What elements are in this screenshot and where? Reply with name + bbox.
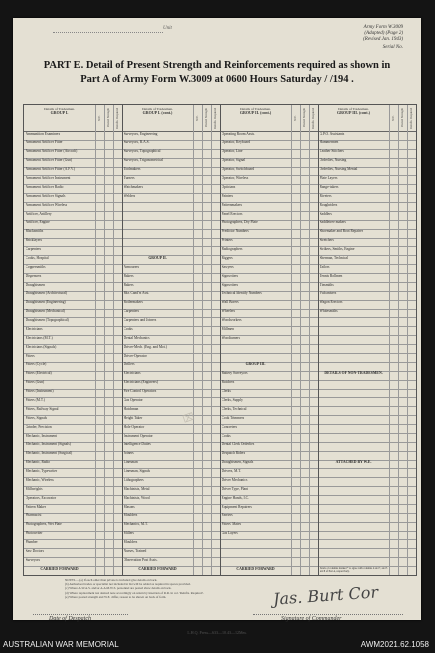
table-cell: Welders <box>123 193 136 198</box>
table-cell: Operating Room Assts. <box>221 131 255 136</box>
table-cell: Clerks, Technical <box>221 406 247 411</box>
table-cell: Stretchers <box>319 238 334 243</box>
column-header-group: GROUP II. (cont.) <box>239 110 272 115</box>
form-sheet <box>13 18 421 635</box>
table-cell: Fitters <box>25 353 35 358</box>
table-cell: Machinists, Wood <box>123 495 150 500</box>
table-cell: Surveyors <box>25 557 41 562</box>
table-cell: Armament Artificer Wireless <box>25 202 68 207</box>
table-cell: Artificer, Artillery <box>25 211 52 216</box>
table-cell: Draughtsmen, Signals <box>221 460 254 465</box>
strength-table <box>23 104 417 576</box>
table-cell: Dispensers <box>25 273 42 278</box>
table-cell: Toolmakers <box>123 167 141 172</box>
note-line: (b) Authorised trades or specialist not included in list will be added as required in spaces provided. <box>65 582 191 587</box>
column-header-group: GROUP III. (cont.) <box>337 110 370 115</box>
table-cell: Operator, Signal <box>221 158 246 163</box>
table-cell: Draughtsmen (Engineering) <box>25 300 66 305</box>
table-cell: Photographers, Wet Plate <box>25 522 62 527</box>
table-cell: Dental Clerk Orderlies <box>221 442 255 447</box>
sub-header: W.E. <box>195 115 199 121</box>
table-cell: Mechanic, Radio <box>25 460 51 465</box>
table-cell: Fitters' Mates <box>221 522 242 527</box>
sub-header: Reinfts. Required <box>311 107 315 129</box>
table-cell: Woodworkers <box>221 318 242 323</box>
sub-header: Reinfts. Required <box>409 107 413 129</box>
signature-line <box>253 614 403 615</box>
table-cell: Range-takers <box>319 184 339 189</box>
table-cell: Instrument Operator <box>123 433 153 438</box>
data-column-line <box>95 105 96 575</box>
table-cell: Drillers <box>123 362 135 367</box>
table-cell: Butchers <box>221 380 235 385</box>
part-title-line-1: PART E. Detail of Present Strength and Reinforcements required as shown in <box>43 60 391 71</box>
table-cell: Hammermen <box>319 140 339 145</box>
faint-stamp: ⌧ <box>181 411 197 426</box>
table-cell: Photographers, Dry Plate <box>221 220 258 225</box>
data-column-line <box>104 105 105 575</box>
note-line: (c) Where A.W.A.S. and/or A.A.M.W.S. personnel are posted show details on back. <box>65 586 172 591</box>
table-cell: Surveyors, Topographical <box>123 149 161 154</box>
column-header-title: Details of Tradesmen. <box>240 107 271 111</box>
table-cell: Millwrights <box>25 486 43 491</box>
sub-header: Reinfts. Required <box>115 107 119 129</box>
table-cell: Electricians (Signals) <box>25 344 57 349</box>
table-cell: Height Taker <box>123 415 143 420</box>
table-cell: Joiners <box>123 451 134 456</box>
table-cell: Draughtsmen (Topographical) <box>25 318 69 323</box>
table-cell: Mechanic, Instrument (Surgical) <box>25 451 73 456</box>
table-cell: Bakers <box>123 282 134 287</box>
table-cell: Saddletree makers <box>319 220 346 225</box>
table-cell: Linesman <box>123 460 138 465</box>
table-cell: Intelligence Duties <box>123 442 151 447</box>
table-cell: Armament Artificer Fitter <box>25 140 63 145</box>
table-cell: Wagon Erectors <box>319 300 343 305</box>
table-cell: Totals of columns marked * to agree with columns 4 and 7, and 5 and 8 of Part A, respectively. <box>319 566 388 573</box>
table-cell: Saddlers <box>319 211 332 216</box>
table-cell: Fire Control Operators <box>123 389 157 394</box>
table-cell: Drivers, M.T. <box>221 469 241 474</box>
table-cell: Hatchman <box>123 406 139 411</box>
table-cell: Vulcanisers <box>319 291 337 296</box>
table-cell: Mechanic, Wireless <box>25 477 54 482</box>
table-cell: Sherman, Technical <box>319 255 348 260</box>
table-cell: Armament Artificer Radio <box>25 184 64 189</box>
data-column-line <box>309 105 310 575</box>
sub-header: W.E. <box>391 115 395 121</box>
signature-scrawl: Jas. Burt Cor <box>272 582 379 609</box>
data-column-line <box>113 105 114 575</box>
table-cell: Driver-Mech. (Eng. and Mot.) <box>123 344 167 349</box>
table-cell: Technical Identify Numbers <box>221 291 262 296</box>
table-cell: Mechanic, Instrument <box>25 433 58 438</box>
table-cell: Surveyors, Trigonometrical <box>123 158 164 163</box>
table-cell: Gas Operator <box>123 398 143 402</box>
table-cell: Tailors <box>319 264 330 269</box>
column-header <box>123 107 192 115</box>
data-column-line <box>291 105 292 575</box>
table-cell: Fitters (Cycle) <box>25 362 47 367</box>
table-cell: Ammunition Examiners <box>25 131 61 136</box>
date-line <box>33 614 128 615</box>
table-cell: Carpenters <box>25 247 42 252</box>
date-of-despatch-label: Date of Despatch <box>49 616 91 622</box>
table-cell: Watchmakers <box>123 184 143 189</box>
sub-header: Posted Strength <box>302 108 306 128</box>
data-column-line <box>193 105 194 575</box>
table-cell: Clerks <box>221 389 231 394</box>
table-cell: Engine Hands, I.C. <box>221 495 249 500</box>
table-cell: Artificer, Engine <box>25 220 50 225</box>
table-cell: Electricians <box>25 326 43 331</box>
table-cell: Pharmacist <box>25 513 42 518</box>
table-cell: Painters <box>221 193 234 198</box>
table-cell: Linesman, Signals <box>123 469 151 474</box>
data-column-line <box>300 105 301 575</box>
table-cell: Concreters <box>221 424 238 429</box>
form-rev: (Revised Jan. 1943) <box>363 37 403 42</box>
table-cell: Photowriter <box>25 531 43 536</box>
table-cell: Operator, Keyboard <box>221 140 251 145</box>
table-cell: Draughtsmen <box>25 282 45 287</box>
table-cell: Plate Layers <box>319 176 338 180</box>
column-header-title: Details of Tradesmen. <box>44 107 75 111</box>
table-cell: Riveters <box>319 193 332 198</box>
data-column-line <box>407 105 408 575</box>
table-cell: GROUP III. <box>245 362 266 367</box>
table-cell: Operator, Switchboard <box>221 167 255 172</box>
column-header <box>25 107 94 115</box>
sub-header: Posted Strength <box>400 108 404 128</box>
table-cell: Observation Post Assts. <box>123 557 158 562</box>
table-cell: Mechanics, M.T. <box>123 522 148 527</box>
unit-label: Unit <box>163 26 172 31</box>
form-no: Army Form W.3009 <box>363 25 403 30</box>
column-header <box>319 107 388 115</box>
table-cell: Shoemaker and Boot Repairer <box>319 229 363 234</box>
table-cell: Orderlies, Nursing <box>319 158 347 163</box>
table-cell: Plumber <box>25 540 38 545</box>
sub-header: Reinfts. Required <box>213 107 217 129</box>
table-cell: Signwriters <box>221 273 239 278</box>
table-cell: Whitesmiths <box>319 309 338 314</box>
table-cell: Pattern Maker <box>25 504 46 509</box>
table-cell: Turners <box>123 176 135 180</box>
data-column-line <box>398 105 399 575</box>
table-cell: Nurses, Trained <box>123 548 147 553</box>
table-cell: Tinsmiths <box>319 282 334 287</box>
footer-accession: AWM2021.62.1058 <box>360 640 429 649</box>
table-cell: Roughriders <box>319 202 338 207</box>
serial-label: Serial No. <box>382 45 403 50</box>
column-header-group: GROUP I. <box>50 110 69 115</box>
table-cell: Farriers <box>221 513 233 518</box>
table-cell: Moulders <box>123 540 138 545</box>
table-cell: Signwriters <box>221 282 239 287</box>
data-column-line <box>389 105 390 575</box>
table-cell: Wall Borers <box>221 300 239 305</box>
form-number <box>363 25 403 43</box>
data-column-line <box>211 105 212 575</box>
table-cell: Draughtsmen (Architectural) <box>25 291 68 296</box>
table-cell: Fitters, Signals <box>25 415 48 420</box>
table-cell: Cook Trimmers <box>221 415 245 420</box>
table-cell: Fitters (Gun) <box>25 380 45 385</box>
form-sub: (Adapted) (Page 2) <box>364 31 403 36</box>
table-cell: Bkr. Cand'rs Asst. <box>123 291 150 296</box>
table-cell: Bakers <box>123 273 134 278</box>
table-cell: GROUP II. <box>148 255 167 260</box>
table-cell: CARRIED FORWARD <box>236 566 275 571</box>
table-cell: Leather Stitchers <box>319 149 344 154</box>
table-cell: Armourers <box>123 264 140 269</box>
table-cell: Operators, Excavator <box>25 495 57 500</box>
data-column-line <box>202 105 203 575</box>
table-cell: Masons <box>123 504 135 509</box>
table-cell: Bricklayers <box>25 238 43 243</box>
table-cell: Printers <box>221 238 233 243</box>
table-cell: Electricians (Engineers) <box>123 380 159 385</box>
table-cell: Operator, Wireless <box>221 176 249 180</box>
table-cell: Surveyors, Engineering <box>123 131 158 136</box>
table-cell: Armament Artificer Instrument <box>25 176 71 180</box>
table-cell: Electricians (M.T.) <box>25 335 53 340</box>
table-cell: Orderlies, Nursing Mental <box>319 167 358 172</box>
table-cell: Radiographers <box>221 247 243 252</box>
sub-header: W.E. <box>97 115 101 121</box>
table-cell: G.P.O. Assistants <box>319 131 345 136</box>
table-cell: Blacksmiths <box>25 229 44 234</box>
table-cell: Patternmakers <box>221 202 243 207</box>
table-cell: Gas Layers <box>221 531 238 536</box>
table-cell: Opticians <box>221 184 236 189</box>
table-cell: Predictor Numbers <box>221 229 249 234</box>
sub-header: Posted Strength <box>106 108 110 128</box>
table-cell: Driver-Operator <box>123 353 147 358</box>
table-cell: Woodturners <box>221 335 240 340</box>
table-cell: Cooks, Hospital <box>25 255 49 260</box>
table-cell: Coppersmiths <box>25 264 46 269</box>
table-cell: Lithographers <box>123 477 144 482</box>
table-cell: Saw Doctors <box>25 548 44 553</box>
table-cell: Fitters (Instrument) <box>25 389 54 394</box>
table-cell: CARRIED FORWARD <box>138 566 177 571</box>
table-cell: Millmen <box>221 326 234 331</box>
table-cell: Equipment Repairers <box>221 504 252 509</box>
form-header <box>13 18 421 108</box>
table-cell: ATTACHED BY W.E. <box>335 460 372 465</box>
table-cell: Strikers, Smiths, Engine <box>319 247 355 252</box>
table-cell: Cooks <box>221 433 231 438</box>
part-title-line-2: Part A of Army Form W.3009 at 0600 Hours Saturday / /194 . <box>80 74 354 85</box>
table-cell: CARRIED FORWARD <box>40 566 79 571</box>
table-cell: Despatch Riders <box>221 451 246 456</box>
unit-line <box>53 32 163 33</box>
sub-header: W.E. <box>293 115 297 121</box>
table-cell: Fitters (Electrical) <box>25 371 52 376</box>
table-cell: Boilermakers <box>123 300 143 305</box>
table-cell: Panel Erectors <box>221 211 243 216</box>
table-cell: Millers <box>123 531 134 536</box>
table-cell: Cooks <box>123 326 133 331</box>
table-cell: Armament Artificer Fitter (Aircraft) <box>25 149 78 154</box>
table-cell: Driver Type, Plant <box>221 486 249 491</box>
table-cell: DETAILS OF NON-TRADESMEN. <box>324 371 383 376</box>
table-cell: Carpenters and Joiners <box>123 318 157 323</box>
table-cell: Mechanic, Typewriter <box>25 469 58 474</box>
table-cell: Armament Artificer Fitter (A.F.V.) <box>25 167 76 172</box>
table-cell: Sawyers <box>221 264 234 269</box>
table-cell: Fitters (M.T.) <box>25 398 45 402</box>
column-header <box>221 107 290 115</box>
note-line: (e) Where posted strength and W.E. differ, reason to be shown on back of form. <box>65 594 167 599</box>
note-line: NOTES.—(a) If each other than private is included give details on back. <box>65 578 158 582</box>
table-cell: Surveyors, R.A.S. <box>123 140 150 145</box>
sub-header: Posted Strength <box>204 108 208 128</box>
column-header-title: Details of Tradesmen. <box>142 107 173 111</box>
table-cell: Electricians <box>123 371 141 376</box>
table-cell: Driver Mechanics <box>221 477 248 482</box>
signature-of-commander-label: Signature of Commander <box>281 616 342 622</box>
table-cell: Moulders <box>123 513 138 518</box>
footer-institution: AUSTRALIAN WAR MEMORIAL <box>3 640 119 649</box>
table-cell: Draughtsmen (Mechanical) <box>25 309 65 314</box>
table-cell: Operator, Line <box>221 149 243 154</box>
column-header-group: GROUP I. (cont.) <box>142 110 173 115</box>
table-cell: Armament Artificer Fitter (Gun) <box>25 158 73 163</box>
table-cell: Hole Operator <box>123 424 145 429</box>
table-cell: Battery Surveyors <box>221 371 248 376</box>
table-cell: Carpenters <box>123 309 140 314</box>
table-cell: Wheelers <box>221 309 236 314</box>
table-cell: Armament Artificer Signals <box>25 193 66 198</box>
table-cell: Dental Mechanics <box>123 335 150 340</box>
table-cell: Riggers <box>221 255 233 260</box>
table-cell: Grinder, Precision <box>25 424 52 429</box>
table-cell: Tennis Rollmen <box>319 273 343 278</box>
table-cell: Machinists, Metal <box>123 486 150 491</box>
column-header-title: Details of Tradesmen. <box>338 107 369 111</box>
table-cell: Clerks, Supply <box>221 398 243 402</box>
table-cell: Fitters, Railway Signal <box>25 406 59 411</box>
table-cell: Mechanic, Instrument (Signals) <box>25 442 71 447</box>
note-line: (d) Where replacement not desired note accordingly on return by insertion of R.R. in col. 'Reinfts. Required'. <box>65 590 204 595</box>
print-line: L.H.Q. Press—633—10.43—12Mm. <box>187 630 247 635</box>
